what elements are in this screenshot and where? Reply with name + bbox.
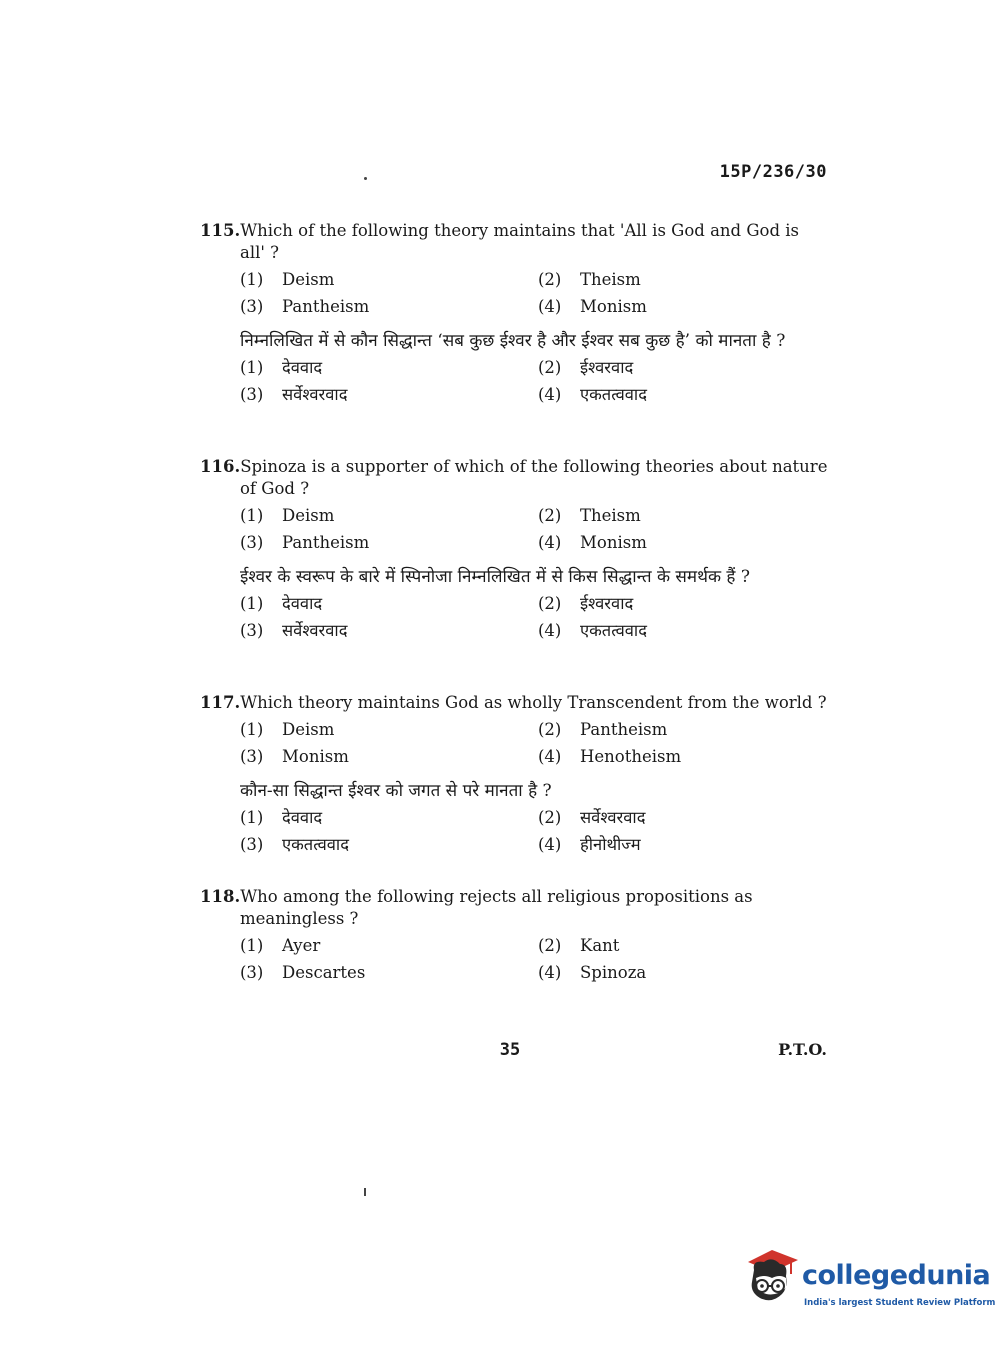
option-1-hi: (1) देववाद [240,358,323,377]
option-3: (3) Pantheism [240,297,370,316]
question-116 [200,456,828,642]
option-4: (4) Monism [538,297,647,316]
paper-code: 15P/236/30 [719,162,827,182]
option-1: (1) Ayer [240,936,321,955]
options-en [240,505,828,554]
option-1: (1) Deism [240,720,335,739]
question-115 [200,220,828,406]
option-2: (2) Kant [538,936,620,955]
options-hi [240,807,828,856]
option-2: (2) Theism [538,506,641,525]
graduate-mascot-icon [742,1248,800,1310]
option-1: (1) Deism [240,506,335,525]
scan-speck [364,1188,366,1196]
option-3: (3) Pantheism [240,533,370,552]
option-4-hi: (4) हीनोथीज्म [538,835,641,854]
option-1: (1) Deism [240,270,335,289]
options-en [240,935,828,984]
pto-label: P.T.O. [778,1040,827,1059]
question-118 [200,886,828,984]
option-4: (4) Spinoza [538,963,647,982]
option-3: (3) Descartes [240,963,366,982]
collegedunia-logo [742,1248,996,1318]
question-text-en: 116.Spinoza is a supporter of which of the following theories about nature of God ? [200,457,828,498]
question-text-hi: निम्नलिखित में से कौन सिद्धान्त ‘सब कुछ ईश्वर है और ईश्वर सब कुछ है’ को मानता है ? [240,331,786,351]
options-hi [240,593,828,642]
question-text-en: 118.Who among the following rejects all religious propositions as meaningless ? [200,887,753,928]
options-en [240,719,828,768]
option-2-hi: (2) सर्वेश्वरवाद [538,808,646,827]
option-2-hi: (2) ईश्वरवाद [538,594,634,613]
question-text-en: 115.Which of the following theory maintains that 'All is God and God is all' ? [200,221,800,262]
option-3-hi: (3) सर्वेश्वरवाद [240,621,348,640]
option-1-hi: (1) देववाद [240,808,323,827]
question-number: 116. [200,457,241,476]
question-number: 118. [200,887,241,906]
question-117 [200,692,828,856]
option-2: (2) Theism [538,270,641,289]
question-text-hi: ईश्वर के स्वरूप के बारे में स्पिनोजा निम्नलिखित में से किस सिद्धान्त के समर्थक हैं ? [240,567,750,587]
option-4: (4) Monism [538,533,647,552]
question-text-hi: कौन-सा सिद्धान्त ईश्वर को जगत से परे मानता है ? [240,781,552,801]
option-3: (3) Monism [240,747,349,766]
logo-tagline: India's largest Student Review Platform [804,1298,996,1308]
option-4-hi: (4) एकतत्ववाद [538,385,647,404]
question-number: 115. [200,221,241,240]
option-4-hi: (4) एकतत्ववाद [538,621,647,640]
page-number: 35 [499,1040,521,1060]
question-text-en: 117.Which theory maintains God as wholly Transcendent from the world ? [200,693,827,712]
options-en [240,269,828,318]
option-3-hi: (3) सर्वेश्वरवाद [240,385,348,404]
option-4: (4) Henotheism [538,747,682,766]
option-1-hi: (1) देववाद [240,594,323,613]
option-2: (2) Pantheism [538,720,668,739]
scan-speck [364,177,367,180]
options-hi [240,357,828,406]
question-number: 117. [200,693,241,712]
option-2-hi: (2) ईश्वरवाद [538,358,634,377]
logo-wordmark: collegedunia [802,1260,991,1291]
option-3-hi: (3) एकतत्ववाद [240,835,349,854]
